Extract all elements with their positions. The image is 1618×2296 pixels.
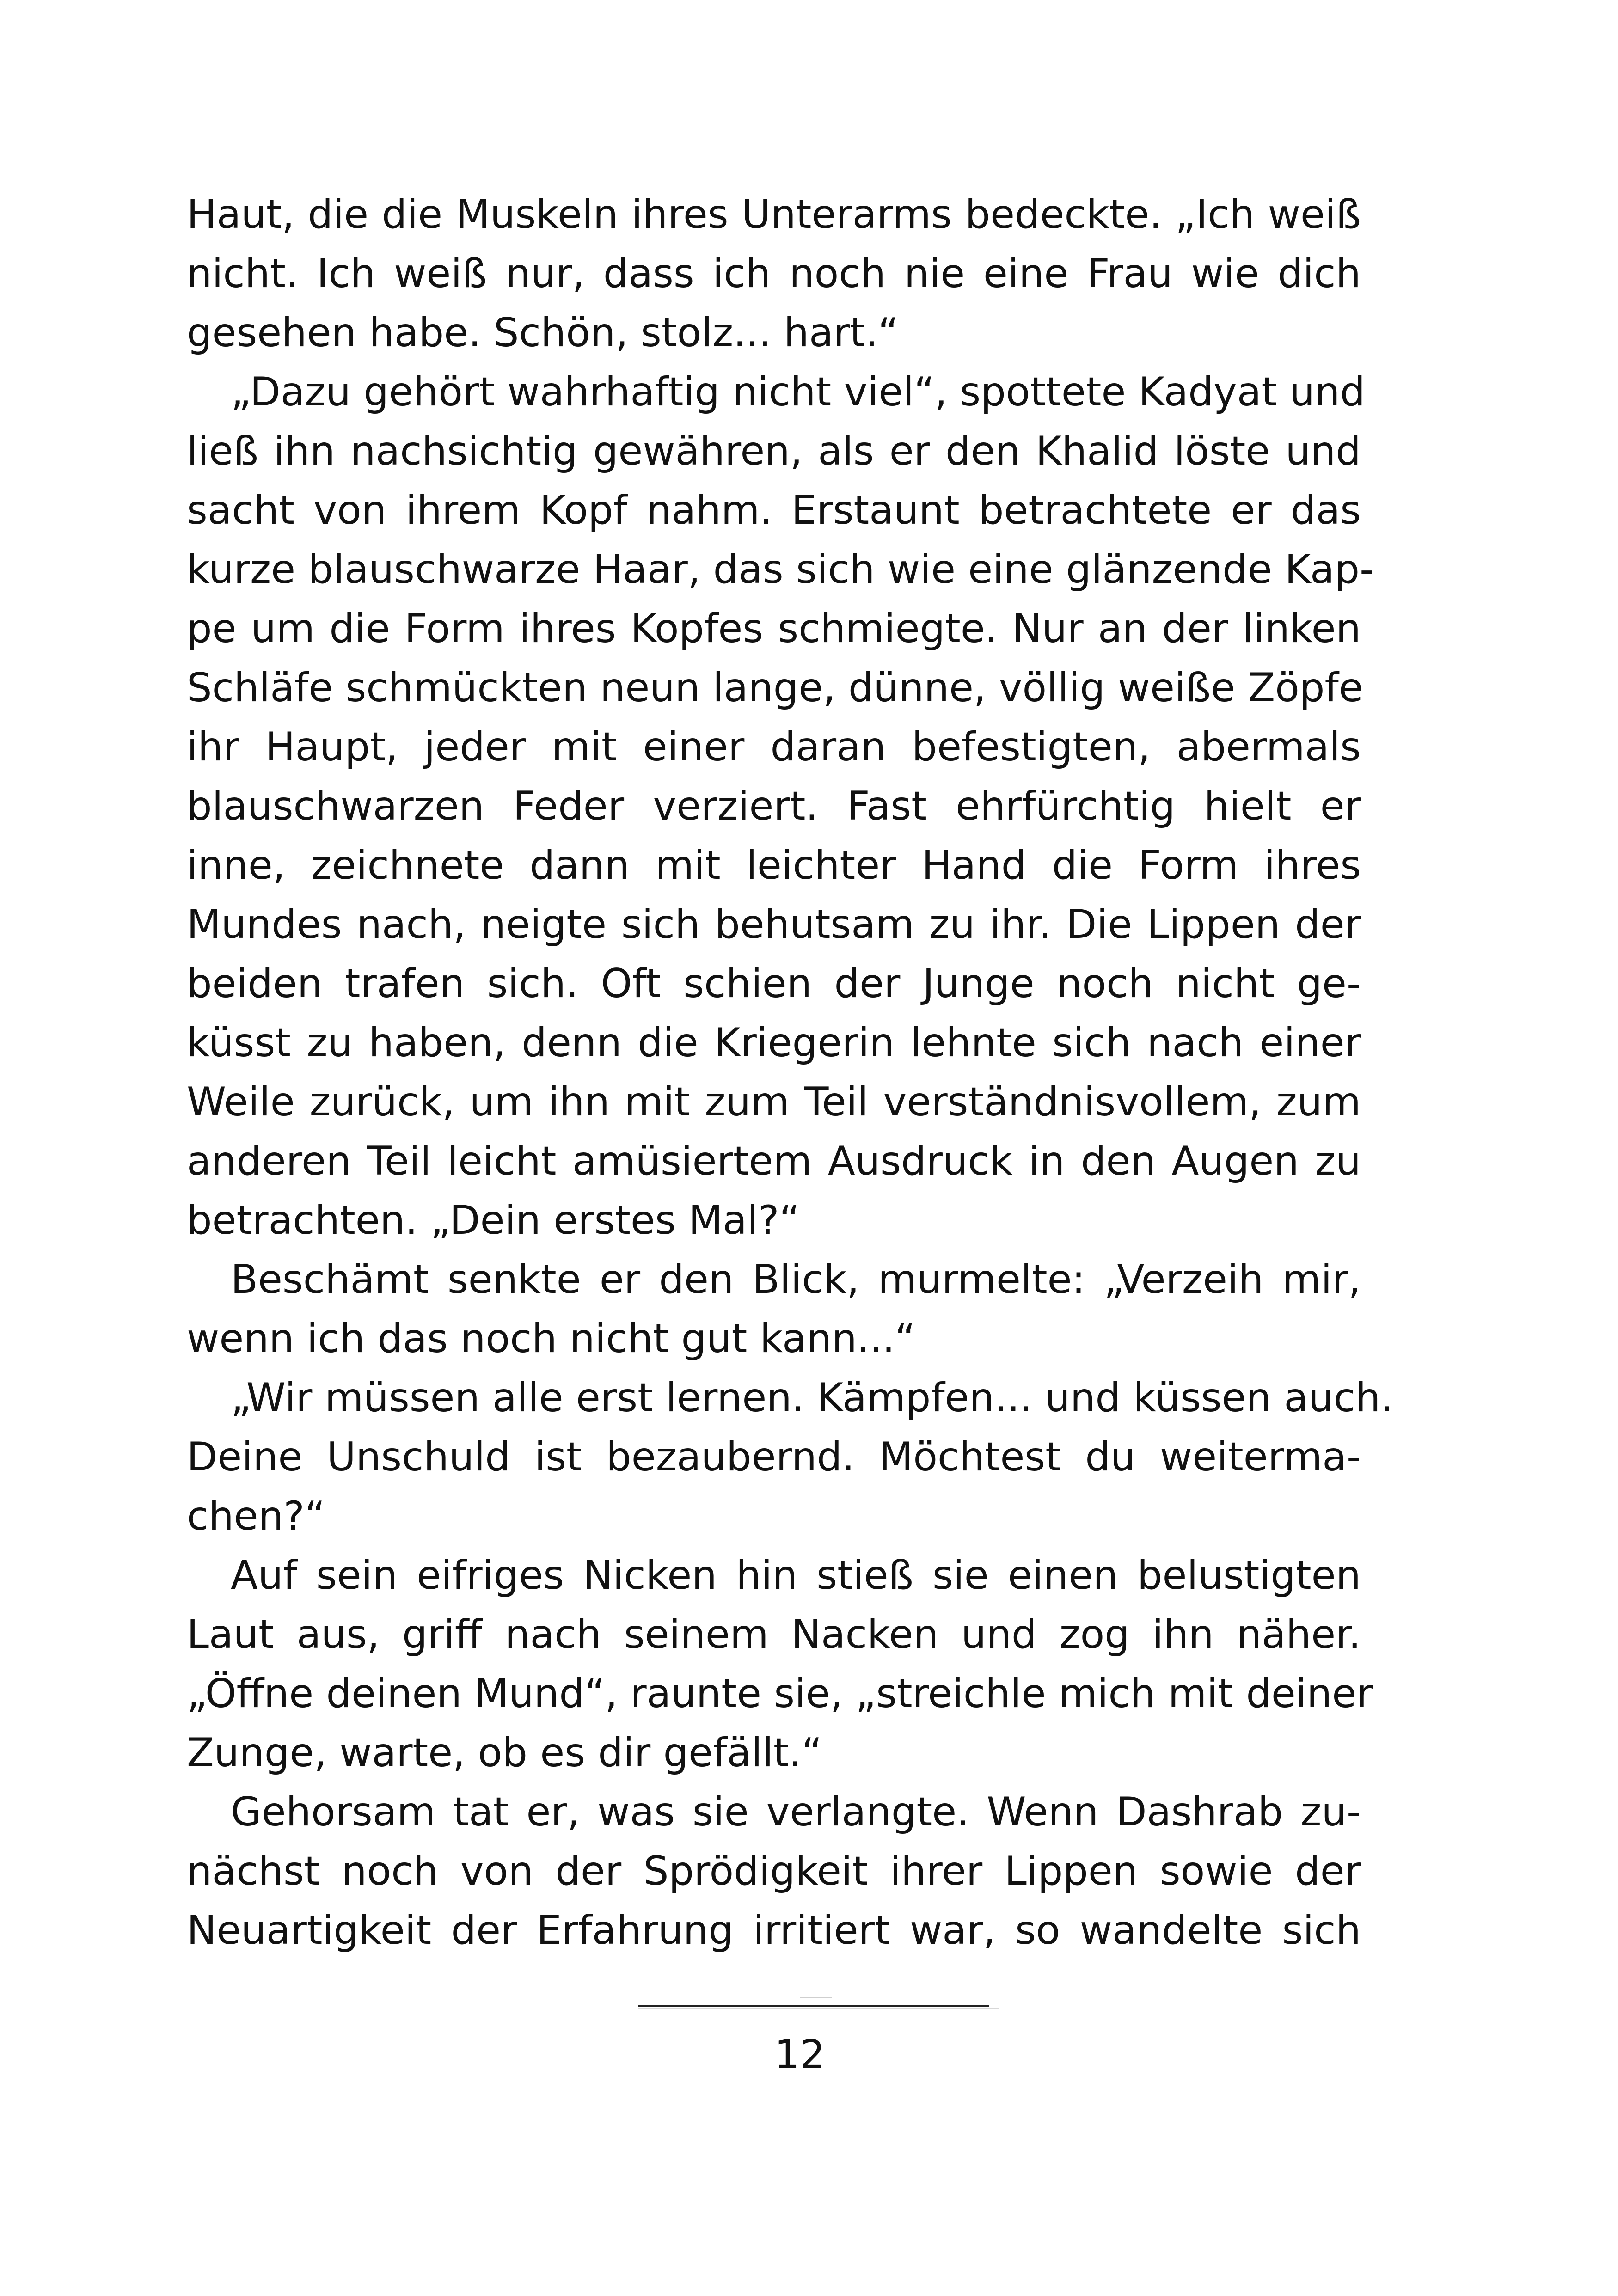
text-line: Neuartigkeit der Erfahrung irritiert war, so wandelte sich (187, 1907, 1361, 1953)
text-line: „Wir müssen alle erst lernen. Kämpfen... und küssen auch. (231, 1375, 1393, 1421)
text-line: gesehen habe. Schön, stolz... hart.“ (187, 310, 899, 356)
footer-rule-shadow (638, 2008, 999, 2009)
text-line: Laut aus, griff nach seinem Nacken und zog ihn näher. (187, 1611, 1361, 1658)
footer-ornament (800, 1997, 832, 1998)
text-line: wenn ich das noch nicht gut kann...“ (187, 1316, 916, 1362)
text-line: beiden trafen sich. Oft schien der Junge noch nicht ge- (187, 961, 1361, 1007)
text-line: betrachten. „Dein erstes Mal?“ (187, 1197, 800, 1243)
text-line: „Dazu gehört wahrhaftig nicht viel“, spottete Kadyat und (231, 369, 1366, 415)
footer-rule (638, 2005, 989, 2007)
text-line: Haut, die die Muskeln ihres Unterarms bedeckte. „Ich weiß (187, 191, 1361, 238)
text-line: Zunge, warte, ob es dir gefällt.“ (187, 1730, 822, 1776)
text-line: ihr Haupt, jeder mit einer daran befestigten, abermals (187, 724, 1361, 770)
text-line: Gehorsam tat er, was sie verlangte. Wenn Dashrab zu- (231, 1789, 1361, 1835)
text-line: blauschwarzen Feder verziert. Fast ehrfürchtig hielt er (187, 783, 1361, 829)
text-line: ließ ihn nachsichtig gewähren, als er den Khalid löste und (187, 428, 1361, 474)
page-number: 12 (774, 2032, 825, 2078)
text-line: chen?“ (187, 1493, 325, 1539)
text-line: kurze blauschwarze Haar, das sich wie eine glänzende Kap- (187, 546, 1374, 593)
text-line: Deine Unschuld ist bezaubernd. Möchtest du weiterma- (187, 1434, 1361, 1480)
text-line: Schläfe schmückten neun lange, dünne, völlig weiße Zöpfe (187, 665, 1363, 711)
text-line: pe um die Form ihres Kopfes schmiegte. Nur an der linken (187, 606, 1361, 652)
text-line: Weile zurück, um ihn mit zum Teil verständnisvollem, zum (187, 1079, 1361, 1125)
body-text (187, 185, 1393, 1960)
text-line: nicht. Ich weiß nur, dass ich noch nie eine Frau wie dich (187, 251, 1361, 297)
text-line: inne, zeichnete dann mit leichter Hand die Form ihres (187, 842, 1361, 888)
text-line: „Öffne deinen Mund“, raunte sie, „streichle mich mit deiner (187, 1671, 1373, 1717)
text-line: küsst zu haben, denn die Kriegerin lehnte sich nach einer (187, 1020, 1361, 1066)
text-line: nächst noch von der Sprödigkeit ihrer Lippen sowie der (187, 1848, 1361, 1894)
text-line: Mundes nach, neigte sich behutsam zu ihr. Die Lippen der (187, 901, 1361, 948)
text-line: sacht von ihrem Kopf nahm. Erstaunt betrachtete er das (187, 487, 1361, 533)
text-line: Auf sein eifriges Nicken hin stieß sie einen belustigten (231, 1552, 1361, 1598)
text-line: anderen Teil leicht amüsiertem Ausdruck in den Augen zu (187, 1138, 1361, 1184)
text-line: Beschämt senkte er den Blick, murmelte: „Verzeih mir, (231, 1256, 1361, 1303)
